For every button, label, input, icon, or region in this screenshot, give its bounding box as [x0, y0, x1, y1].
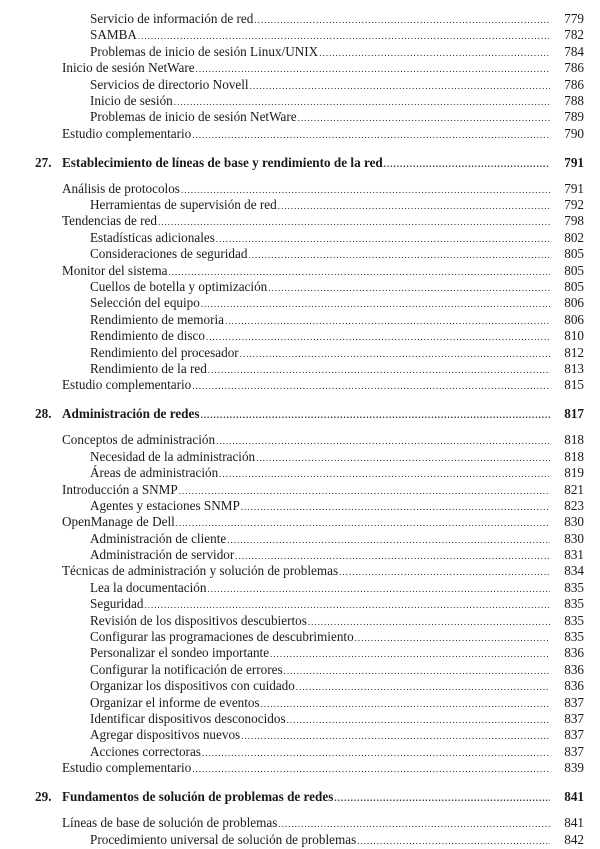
- dot-leader: [357, 833, 550, 849]
- toc-entry: [0, 11, 600, 27]
- page-number: 817: [564, 406, 584, 422]
- entry-title: Lea la documentación: [90, 579, 207, 595]
- dot-leader: [256, 450, 550, 466]
- entry-title: Técnicas de administración y solución de problemas: [62, 563, 339, 579]
- toc-entry: [0, 377, 600, 393]
- page-number: 837: [564, 727, 584, 743]
- page-number: 823: [564, 497, 584, 513]
- page-number: 834: [564, 563, 584, 579]
- page-number: 836: [564, 678, 584, 694]
- entry-title: Rendimiento de disco: [90, 328, 206, 344]
- page-number: 837: [564, 694, 584, 710]
- chapter-entry: [0, 789, 600, 805]
- page-number: 813: [564, 361, 584, 376]
- page-number: 798: [564, 213, 584, 229]
- dot-leader: [284, 663, 550, 679]
- dot-leader: [319, 45, 550, 61]
- toc-entry: [0, 815, 600, 831]
- toc-entry: [0, 832, 600, 848]
- entry-title: Rendimiento de memoria: [90, 311, 225, 327]
- entry-title: Análisis de protocolos: [62, 180, 180, 196]
- entry-title: Administración de cliente: [90, 530, 227, 546]
- entry-title: Estudio complementario: [62, 377, 192, 393]
- dot-leader: [298, 110, 550, 126]
- toc-entry: [0, 230, 600, 246]
- page-number: 782: [564, 27, 584, 43]
- page-number: 841: [564, 815, 584, 831]
- chapter-number: 28.: [35, 406, 52, 422]
- dot-leader: [240, 346, 550, 362]
- dot-leader: [181, 182, 550, 198]
- page-number: 805: [564, 279, 584, 295]
- page-number: 835: [564, 579, 584, 595]
- toc-entry: [0, 109, 600, 125]
- dot-leader: [250, 78, 550, 94]
- toc-entry: [0, 645, 600, 661]
- toc-entry: [0, 580, 600, 596]
- page-number: 810: [564, 328, 584, 344]
- page-number: 806: [564, 295, 584, 311]
- entry-title: Monitor del sistema: [62, 262, 168, 278]
- entry-title: Cuellos de botella y optimización: [90, 279, 268, 295]
- page-number: 830: [564, 530, 584, 546]
- toc-entry: [0, 328, 600, 344]
- page-number: 812: [564, 344, 584, 360]
- entry-title: Tendencias de red: [62, 213, 158, 229]
- entry-title: Selección del equipo: [90, 295, 200, 311]
- dot-leader: [201, 296, 550, 312]
- toc-entry: [0, 126, 600, 142]
- dot-leader: [355, 630, 550, 646]
- page-number: 818: [564, 448, 584, 464]
- entry-title: Herramientas de supervisión de red: [90, 197, 277, 213]
- dot-leader: [138, 28, 550, 44]
- toc-entry: [0, 744, 600, 760]
- dot-leader: [174, 94, 550, 110]
- toc-entry: [0, 711, 600, 727]
- page-number: 830: [564, 514, 584, 530]
- page-number: 841: [564, 789, 584, 805]
- entry-title: Administración de servidor: [90, 547, 235, 563]
- dot-leader: [208, 362, 550, 378]
- dot-leader: [339, 564, 550, 580]
- toc-entry: [0, 482, 600, 498]
- toc-entry: [0, 77, 600, 93]
- entry-title: Personalizar el sondeo importante: [90, 645, 270, 661]
- entry-title: Problemas de inicio de sesión NetWare: [90, 109, 297, 125]
- entry-title: Inicio de sesión: [90, 92, 173, 108]
- entry-title: Procedimiento universal de solución de problemas: [90, 831, 357, 847]
- page-number: 818: [564, 432, 584, 448]
- entry-title: Seguridad: [90, 596, 144, 612]
- page-number: 837: [564, 743, 584, 759]
- toc-entry: [0, 246, 600, 262]
- page-number: 835: [564, 612, 584, 628]
- dot-leader: [241, 728, 550, 744]
- dot-leader: [158, 214, 550, 230]
- chapter-entry: [0, 406, 600, 422]
- dot-leader: [216, 433, 550, 449]
- entry-title: Organizar los dispositivos con cuidado: [90, 678, 295, 694]
- entry-title: Configurar las programaciones de descubrimiento: [90, 629, 354, 645]
- page-number: 819: [564, 465, 584, 481]
- toc-entry: [0, 312, 600, 328]
- dot-leader: [334, 790, 550, 806]
- page-number: 836: [564, 661, 584, 677]
- toc-entry: [0, 279, 600, 295]
- toc-entry: [0, 695, 600, 711]
- toc-entry: [0, 629, 600, 645]
- page-number: 831: [564, 547, 584, 563]
- toc-entry: [0, 531, 600, 547]
- page-number: 837: [564, 711, 584, 726]
- dot-leader: [144, 597, 550, 613]
- entry-title: Consideraciones de seguridad: [90, 246, 248, 262]
- dot-leader: [207, 581, 550, 597]
- dot-leader: [227, 532, 550, 548]
- page-number: 805: [564, 262, 584, 278]
- page-number: 790: [564, 125, 584, 141]
- page-number: 839: [564, 760, 584, 776]
- toc-entry: [0, 613, 600, 629]
- chapter-entry: [0, 155, 600, 171]
- dot-leader: [206, 329, 550, 345]
- entry-title: Problemas de inicio de sesión Linux/UNIX: [90, 43, 319, 59]
- entry-title: Establecimiento de líneas de base y rendimiento de la red: [62, 154, 383, 170]
- page-number: 835: [564, 596, 584, 612]
- toc-entry: [0, 760, 600, 776]
- toc-entry: [0, 44, 600, 60]
- entry-title: Agregar dispositivos nuevos: [90, 727, 241, 743]
- page-number: 784: [564, 43, 584, 59]
- toc-entry: [0, 563, 600, 579]
- page-number: 802: [564, 229, 584, 245]
- dot-leader: [201, 407, 551, 423]
- dot-leader: [268, 280, 550, 296]
- dot-leader: [384, 156, 550, 172]
- toc-entry: [0, 295, 600, 311]
- dot-leader: [248, 247, 550, 263]
- toc-entry: [0, 465, 600, 481]
- entry-title: Agentes y estaciones SNMP: [90, 497, 240, 513]
- entry-title: Revisión de los dispositivos descubiertos: [90, 612, 307, 628]
- dot-leader: [235, 548, 550, 564]
- toc-entry: [0, 93, 600, 109]
- toc-entry: [0, 181, 600, 197]
- entry-title: Identificar dispositivos desconocidos: [90, 711, 286, 726]
- chapter-number: 29.: [35, 789, 52, 805]
- toc-entry: [0, 727, 600, 743]
- entry-title: Rendimiento de la red: [90, 361, 207, 376]
- dot-leader: [278, 198, 550, 214]
- toc-entry: [0, 197, 600, 213]
- dot-leader: [202, 745, 550, 761]
- entry-title: SAMBA: [90, 27, 137, 43]
- entry-title: Administración de redes: [62, 406, 200, 422]
- dot-leader: [225, 313, 550, 329]
- toc-entry: [0, 449, 600, 465]
- entry-title: Introducción a SNMP: [62, 481, 178, 497]
- toc-entry: [0, 263, 600, 279]
- entry-title: Estudio complementario: [62, 125, 192, 141]
- page-number: 842: [564, 831, 584, 847]
- page-number: 815: [564, 377, 584, 393]
- entry-title: Estadísticas adicionales: [90, 229, 215, 245]
- dot-leader: [287, 712, 550, 728]
- chapter-number: 27.: [35, 154, 52, 170]
- toc-entry: [0, 27, 600, 43]
- entry-title: Líneas de base de solución de problemas: [62, 815, 278, 831]
- dot-leader: [278, 816, 550, 832]
- dot-leader: [196, 61, 550, 77]
- toc-entry: [0, 514, 600, 530]
- toc-entry: [0, 213, 600, 229]
- dot-leader: [254, 12, 550, 28]
- dot-leader: [308, 614, 550, 630]
- dot-leader: [296, 679, 550, 695]
- entry-title: Servicios de directorio Novell: [90, 76, 249, 92]
- toc-entry: [0, 678, 600, 694]
- toc-entry: [0, 498, 600, 514]
- dot-leader: [192, 378, 550, 394]
- entry-title: Organizar el informe de eventos: [90, 694, 260, 710]
- page-number: 836: [564, 645, 584, 661]
- entry-title: Conceptos de administración: [62, 432, 216, 448]
- page-number: 792: [564, 197, 584, 213]
- page-number: 779: [564, 11, 584, 26]
- dot-leader: [192, 127, 550, 143]
- entry-title: Servicio de información de red: [90, 11, 254, 26]
- entry-title: OpenManage de Dell: [62, 514, 175, 530]
- entry-title: Áreas de administración: [90, 465, 219, 481]
- dot-leader: [179, 483, 550, 499]
- toc-entry: [0, 662, 600, 678]
- page-number: 821: [564, 481, 584, 497]
- page-number: 835: [564, 629, 584, 645]
- toc-entry: [0, 361, 600, 377]
- entry-title: Acciones correctoras: [90, 743, 201, 759]
- toc-entry: [0, 60, 600, 76]
- page-number: 786: [564, 76, 584, 92]
- page-number: 805: [564, 246, 584, 262]
- page-number: 788: [564, 92, 584, 108]
- dot-leader: [261, 696, 550, 712]
- dot-leader: [241, 499, 550, 515]
- toc-entry: [0, 345, 600, 361]
- page-number: 789: [564, 109, 584, 125]
- entry-title: Fundamentos de solución de problemas de redes: [62, 789, 334, 805]
- toc-entry: [0, 432, 600, 448]
- page-number: 791: [564, 180, 584, 196]
- page-number: 786: [564, 60, 584, 76]
- page-number: 791: [564, 154, 584, 170]
- entry-title: Rendimiento del procesador: [90, 344, 239, 360]
- dot-leader: [219, 466, 550, 482]
- entry-title: Configurar la notificación de errores: [90, 661, 283, 677]
- toc-entry: [0, 596, 600, 612]
- page-number: 806: [564, 311, 584, 327]
- entry-title: Estudio complementario: [62, 760, 192, 776]
- toc-entry: [0, 547, 600, 563]
- entry-title: Necesidad de la administración: [90, 448, 256, 464]
- entry-title: Inicio de sesión NetWare: [62, 60, 195, 76]
- dot-leader: [176, 515, 550, 531]
- dot-leader: [270, 646, 550, 662]
- dot-leader: [169, 264, 551, 280]
- dot-leader: [192, 761, 550, 777]
- dot-leader: [216, 231, 550, 247]
